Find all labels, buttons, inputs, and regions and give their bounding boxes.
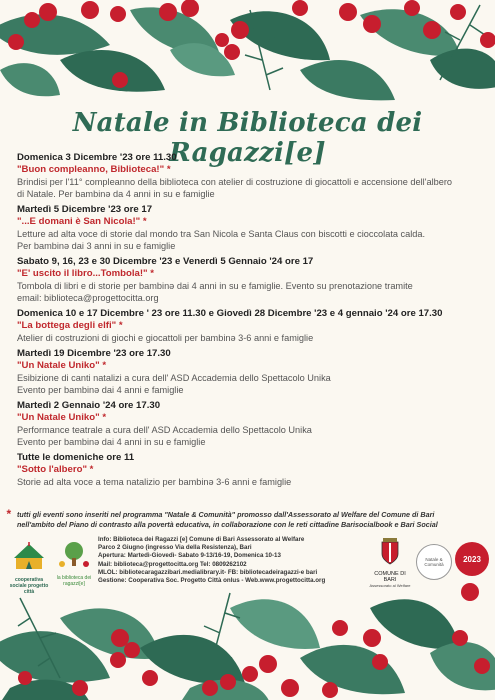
event-date: Martedì 19 Dicembre '23 ore 17.30 — [17, 348, 171, 359]
event-description: Per bambinə dai 3 anni in su e famiglie — [17, 241, 176, 251]
tree-icon — [54, 540, 94, 570]
event-title: "E' uscito il libro...Tombola!" * — [17, 268, 154, 279]
event-date: Sabato 9, 16, 23 e 30 Dicembre '23 e Venerdì 5 Gennaio '24 ore 17 — [17, 256, 314, 267]
event-description: Evento per bambinə dai 4 anni in su e famiglie — [17, 437, 206, 447]
natale-comunita-logo — [416, 544, 452, 580]
event-description: Tombola di libri e di storie per bambinə dai 4 anni in su e famiglie. Evento su prenotazione tramite — [17, 281, 413, 291]
info-line: MLOL: bibliotecaragazzibari.medialibrary.it- FB: bibliotecadeiragazzi-e bari — [98, 568, 318, 576]
event-description: Brindisi per l'11° compleanno della biblioteca con atelier di costruzione di giocattoli e accensione dell'albero — [17, 177, 452, 187]
page-title: Natale in Biblioteca dei Ragazzi[e] — [72, 108, 423, 168]
event-date: Domenica 3 Dicembre '23 ore 11.30 — [17, 152, 177, 163]
event-item — [17, 308, 487, 344]
holly-decoration-bottom — [0, 578, 495, 700]
event-description: Evento per bambinə dai 4 anni e famiglie — [17, 385, 184, 395]
event-item — [17, 348, 487, 396]
event-description: di Natale. Per bambinə da 4 anni in su e famiglie — [17, 189, 215, 199]
event-date: Martedì 5 Dicembre '23 ore 17 — [17, 204, 153, 215]
note-star: * — [6, 507, 11, 521]
coat-of-arms-icon — [379, 538, 401, 566]
note-line: nell'ambito del Piano di contrasto alla povertà educativa, in collaborazione con le reti cittadine Barisocialbook e Bari Social — [17, 520, 438, 529]
comune-sub: Assessorato al Welfare — [369, 583, 411, 588]
event-description: Storie ad alta voce a tema natalizio per bambinə 3-6 anni e famiglie — [17, 477, 292, 487]
event-title: "Sotto l'albero" * — [17, 464, 94, 475]
event-title: "Un Natale Uniko" * — [17, 412, 107, 423]
event-item — [17, 256, 487, 304]
info-line: Parco 2 Giugno (ingresso Via della Resistenza), Bari — [98, 544, 252, 552]
info-line: Mail: biblioteca@progettocitta.org Tel: 0809262102 — [98, 560, 247, 568]
event-title: "La bottega degli elfi" * — [17, 320, 123, 331]
event-date: Domenica 10 e 17 Dicembre ' 23 ore 11.30 e Giovedì 28 Dicembre '23 e 4 gennaio '24 ore 17.30 — [17, 308, 443, 319]
event-description: Atelier di costruzioni di giochi e giocattoli per bambinə 3-6 anni e famiglie — [17, 333, 314, 343]
event-description: Letture ad alta voce di storie dal mondo tra San Nicola e Santa Claus con biscotti e cioccolata calda. — [17, 229, 426, 239]
event-title: "Un Natale Uniko" * — [17, 360, 107, 371]
info-line: Gestione: Cooperativa Soc. Progetto Città onlus - Web.www.progettocitta.org — [98, 577, 326, 585]
event-list — [17, 152, 487, 492]
biblioteca-logo-text: la biblioteca dei ragazzi[e] — [56, 575, 92, 587]
info-line: Info: Biblioteca dei Ragazzi [e] Comune di Bari Assessorato al Welfare — [98, 536, 305, 543]
event-description: Esibizione di canti natalizi a cura dell' ASD Accademia dello Spettacolo Unika — [17, 373, 331, 383]
holly-decoration-top — [0, 0, 495, 112]
event-item — [17, 152, 487, 200]
note-line: tutti gli eventi sono inseriti nel programma "Natale & Comunità" promosso dall'Assessorato al Welfare del Comune di Bari — [17, 510, 435, 519]
event-item — [17, 400, 487, 448]
event-date: Martedì 2 Gennaio '24 ore 17.30 — [17, 400, 161, 411]
info-line: Apertura: Martedì-Giovedì- Sabato 9-13/16-19, Domenica 10-13 — [98, 552, 281, 560]
natale-logo-text: Natale & Comunità — [424, 557, 444, 567]
event-title: "...E domani è San Nicola!" * — [17, 216, 147, 227]
circus-tent-icon — [8, 542, 50, 572]
year-badge-text: 2023 — [463, 554, 481, 564]
event-description: email: biblioteca@progettocitta.org — [17, 293, 159, 303]
event-description: Performance teatrale a cura dell' ASD Accademia dello Spettacolo Unika — [17, 425, 312, 435]
event-title: "Buon compleanno, Biblioteca!" * — [17, 164, 171, 175]
program-note — [6, 507, 486, 530]
event-date: Tutte le domeniche ore 11 — [17, 452, 135, 463]
event-item — [17, 204, 487, 252]
event-item — [17, 452, 487, 488]
coop-logo-text: cooperativa sociale progetto città — [9, 577, 49, 595]
year-badge — [455, 542, 489, 576]
comune-name: COMUNE DI BARI — [374, 571, 406, 583]
